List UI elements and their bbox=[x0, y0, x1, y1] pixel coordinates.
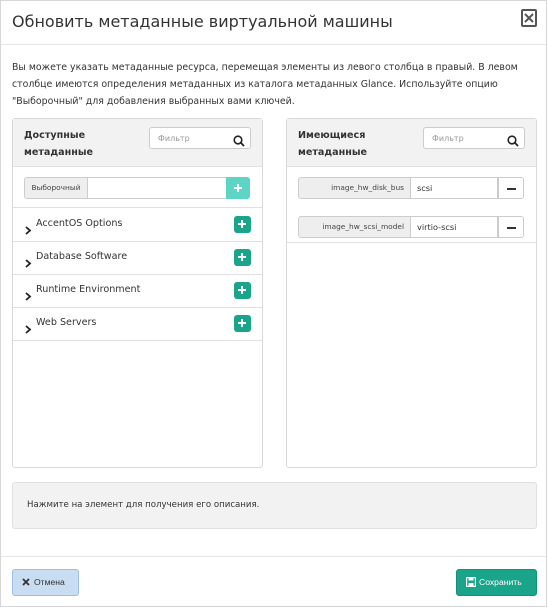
chevron-right-icon bbox=[25, 319, 32, 338]
list-item-label: Database Software bbox=[36, 251, 128, 262]
metadata-value-input[interactable] bbox=[410, 177, 498, 199]
divider bbox=[287, 242, 536, 243]
list-item-label: AccentOS Options bbox=[36, 218, 123, 229]
description-text: Нажмите на элемент для получения его описания. bbox=[27, 500, 260, 510]
minus-icon bbox=[507, 188, 516, 190]
available-metadata-panel bbox=[12, 118, 263, 468]
remove-button[interactable] bbox=[498, 216, 524, 238]
modal-title: Обновить метаданные виртуальной машины bbox=[12, 12, 393, 31]
metadata-row bbox=[298, 216, 524, 238]
existing-filter bbox=[423, 127, 525, 149]
add-button[interactable] bbox=[234, 216, 251, 233]
metadata-row bbox=[298, 177, 524, 199]
add-button[interactable] bbox=[234, 282, 251, 299]
chevron-right-icon bbox=[25, 220, 32, 239]
existing-metadata-panel bbox=[286, 118, 537, 468]
chevron-right-icon bbox=[25, 253, 32, 272]
custom-key-input[interactable] bbox=[87, 177, 227, 199]
list-item-accentos-options[interactable] bbox=[13, 208, 262, 242]
search-icon[interactable] bbox=[233, 132, 245, 151]
remove-button[interactable] bbox=[498, 177, 524, 199]
list-item-database-software[interactable] bbox=[13, 241, 262, 275]
footer-divider bbox=[1, 556, 546, 557]
modal-header bbox=[1, 1, 546, 45]
custom-key-label: Выборочный bbox=[24, 177, 88, 199]
save-button[interactable] bbox=[456, 569, 537, 596]
search-icon[interactable] bbox=[507, 132, 519, 151]
close-icon[interactable] bbox=[521, 9, 537, 27]
list-item-runtime-environment[interactable] bbox=[13, 274, 262, 308]
metadata-key: image_hw_scsi_model bbox=[298, 216, 411, 238]
available-panel-title: Доступные метаданные bbox=[24, 130, 94, 158]
metadata-key: image_hw_disk_bus bbox=[298, 177, 411, 199]
add-button[interactable] bbox=[234, 249, 251, 266]
intro-text: Вы можете указать метаданные ресурса, перемещая элементы из левого столбца в правый. В левом столбце имеются определения метаданных из каталога метаданных Glance. Используйте опцию "Выборочный" для добавления выбранных вами ключей. bbox=[12, 62, 518, 107]
chevron-right-icon bbox=[25, 286, 32, 305]
add-custom-button[interactable] bbox=[226, 177, 250, 199]
existing-panel-header bbox=[287, 119, 536, 167]
list-item-label: Runtime Environment bbox=[36, 284, 141, 295]
cancel-button-label: Отмена bbox=[34, 577, 65, 587]
available-filter bbox=[149, 127, 251, 149]
close-icon bbox=[22, 578, 30, 588]
custom-key-row bbox=[24, 177, 250, 199]
existing-filter-input[interactable] bbox=[424, 128, 504, 148]
save-icon bbox=[466, 577, 476, 589]
list-item-label: Web Servers bbox=[36, 317, 97, 328]
add-button[interactable] bbox=[234, 315, 251, 332]
existing-panel-title: Имеющиеся метаданные bbox=[298, 130, 368, 158]
cancel-button[interactable] bbox=[12, 569, 79, 596]
available-filter-input[interactable] bbox=[150, 128, 230, 148]
list-item-web-servers[interactable] bbox=[13, 307, 262, 341]
minus-icon bbox=[507, 227, 516, 229]
metadata-value-input[interactable] bbox=[410, 216, 498, 238]
save-button-label: Сохранить bbox=[479, 577, 522, 587]
available-panel-header bbox=[13, 119, 262, 167]
description-box bbox=[12, 482, 537, 529]
